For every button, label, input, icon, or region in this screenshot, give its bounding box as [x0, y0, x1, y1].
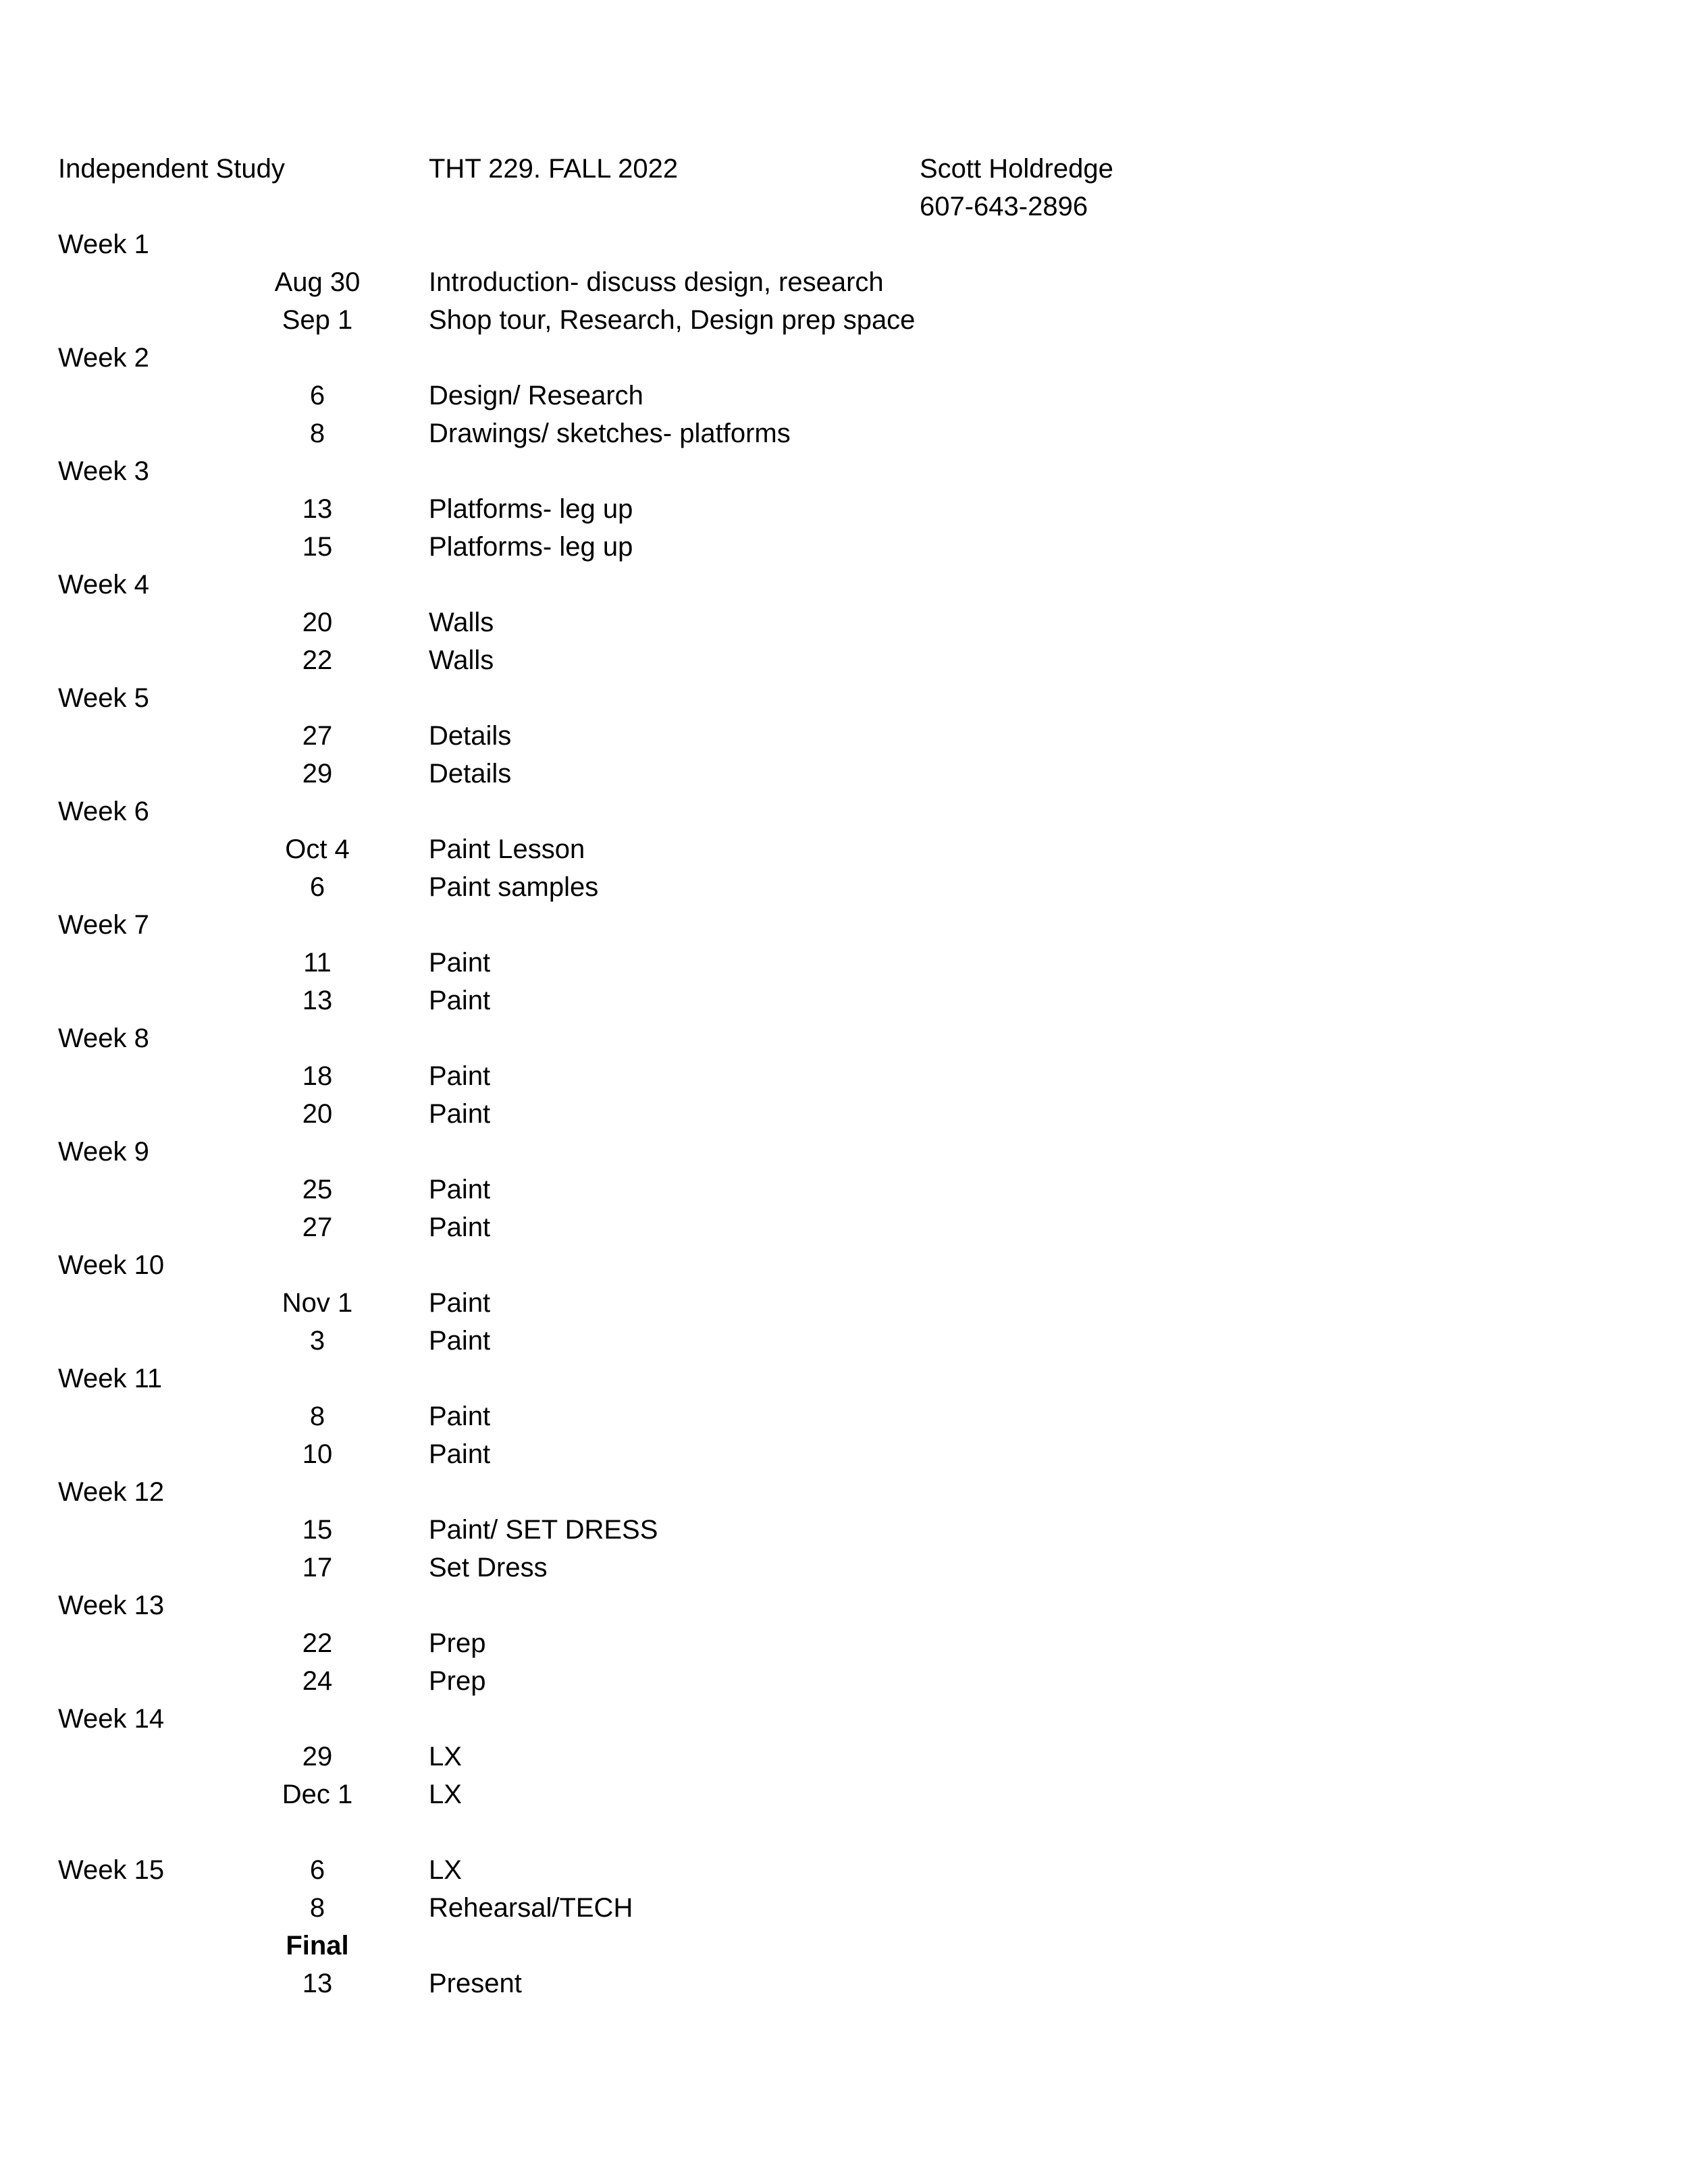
session-date: 6 [309, 1855, 325, 1885]
week-label: Week 9 [58, 1137, 149, 1167]
session-date: 27 [302, 1213, 333, 1242]
session-activity: LX [429, 1742, 462, 1772]
week-label: Week 15 [58, 1855, 165, 1885]
session-activity: Platforms- leg up [429, 532, 633, 562]
session-activity: Design/ Research [429, 381, 643, 410]
session-activity: Paint [429, 1326, 491, 1356]
week-label: Week 3 [58, 456, 149, 486]
session-date: 8 [309, 419, 325, 448]
week-label: Week 12 [58, 1477, 165, 1507]
session-activity: Paint [429, 1099, 491, 1129]
session-activity: Paint samples [429, 872, 599, 902]
session-activity: Paint [429, 1061, 491, 1091]
session-date: 20 [302, 608, 333, 637]
session-date: Sep 1 [282, 305, 353, 335]
session-activity: LX [429, 1855, 462, 1885]
session-activity: Paint [429, 1175, 491, 1204]
session-activity: Prep [429, 1628, 486, 1658]
session-date: 17 [302, 1553, 333, 1582]
session-date: Dec 1 [282, 1780, 353, 1809]
week-label: Week 8 [58, 1023, 149, 1053]
session-activity: Paint [429, 1439, 491, 1469]
week-label: Week 13 [58, 1591, 165, 1620]
session-date: 11 [303, 948, 332, 978]
session-date: 27 [302, 721, 333, 751]
session-date: 10 [302, 1439, 333, 1469]
session-date: 15 [302, 1515, 333, 1545]
final-label: Final [286, 1931, 349, 1961]
week-label: Week 14 [58, 1704, 165, 1734]
session-activity: LX [429, 1780, 462, 1809]
session-activity: Details [429, 759, 512, 789]
session-activity: Walls [429, 608, 494, 637]
session-date: 6 [309, 872, 325, 902]
session-activity: Walls [429, 645, 494, 675]
session-date: 13 [302, 986, 333, 1015]
instructor-phone: 607-643-2896 [920, 192, 1088, 221]
week-label: Week 10 [58, 1250, 165, 1280]
session-activity: Rehearsal/TECH [429, 1893, 633, 1923]
session-activity: Details [429, 721, 512, 751]
session-date: 18 [302, 1061, 333, 1091]
session-activity: Paint [429, 1402, 491, 1431]
session-activity: Paint [429, 986, 491, 1015]
session-date: 25 [302, 1175, 333, 1204]
session-date: Aug 30 [274, 267, 361, 297]
course-type: Independent Study [58, 154, 285, 184]
session-date: Oct 4 [285, 834, 350, 864]
session-activity: Paint/ SET DRESS [429, 1515, 658, 1545]
session-date: 22 [302, 1628, 333, 1658]
session-activity: Paint [429, 1288, 491, 1318]
week-label: Week 6 [58, 797, 149, 826]
session-date: 24 [302, 1666, 333, 1696]
session-activity: Prep [429, 1666, 486, 1696]
session-activity: Paint [429, 1213, 491, 1242]
session-date: 3 [309, 1326, 325, 1356]
session-activity: Platforms- leg up [429, 494, 633, 524]
instructor-name: Scott Holdredge [920, 154, 1113, 184]
session-activity: Set Dress [429, 1553, 548, 1582]
session-date: 29 [302, 1742, 333, 1772]
session-activity: Paint Lesson [429, 834, 585, 864]
week-label: Week 7 [58, 910, 149, 940]
week-label: Week 2 [58, 343, 149, 373]
session-date: 8 [309, 1402, 325, 1431]
course-code: THT 229. FALL 2022 [429, 154, 679, 184]
final-activity: Present [429, 1969, 522, 1998]
session-activity: Introduction- discuss design, research [429, 267, 884, 297]
session-date: 15 [302, 532, 333, 562]
final-date: 13 [302, 1969, 333, 1998]
session-activity: Drawings/ sketches- platforms [429, 419, 791, 448]
session-date: 29 [302, 759, 333, 789]
session-date: 20 [302, 1099, 333, 1129]
session-date: Nov 1 [282, 1288, 353, 1318]
session-date: 22 [302, 645, 333, 675]
week-label: Week 5 [58, 683, 149, 713]
week-label: Week 4 [58, 570, 149, 600]
session-activity: Shop tour, Research, Design prep space [429, 305, 916, 335]
session-activity: Paint [429, 948, 491, 978]
session-date: 8 [309, 1893, 325, 1923]
week-label: Week 11 [58, 1364, 163, 1393]
session-date: 13 [302, 494, 333, 524]
session-date: 6 [309, 381, 325, 410]
week-label: Week 1 [58, 230, 149, 259]
